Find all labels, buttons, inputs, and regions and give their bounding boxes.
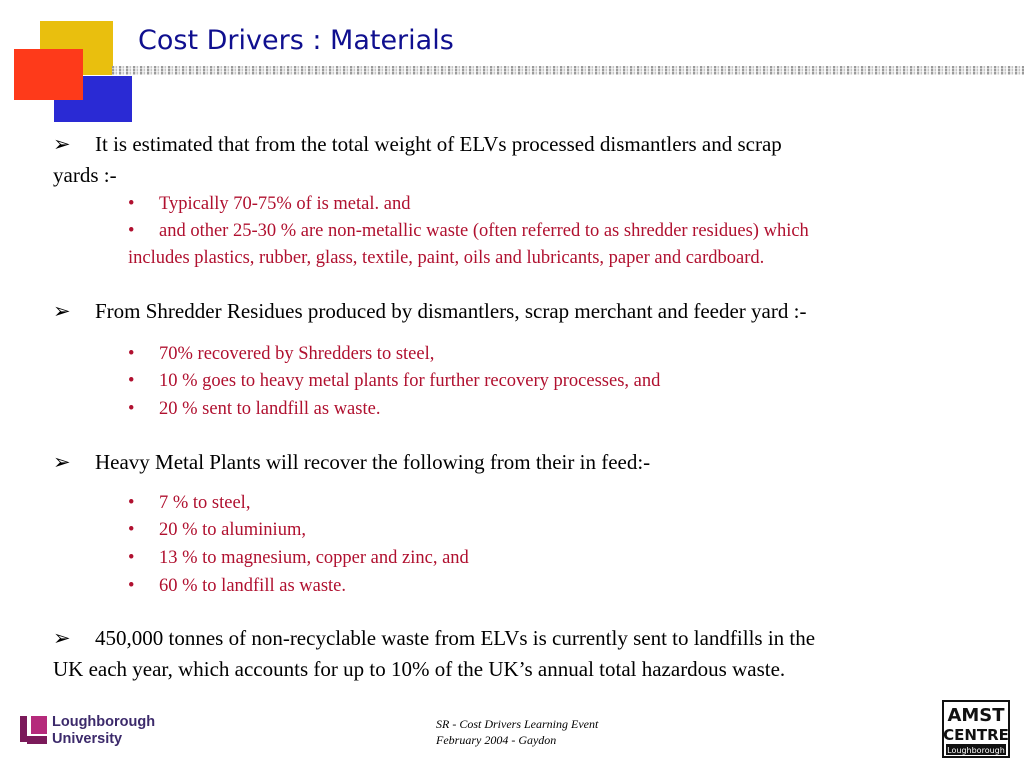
bullet-point-1 xyxy=(53,129,983,191)
arrow-bullet-icon: ➢ xyxy=(53,450,71,474)
sub-bullet: • 20 % sent to landfill as waste. xyxy=(128,399,381,419)
title-rule xyxy=(112,66,1024,75)
point-text: 450,000 tonnes of non-recyclable waste from ELVs is currently sent to landfills in the xyxy=(95,626,816,650)
sub-bullet: • Typically 70-75% of is metal. and xyxy=(128,194,411,214)
svg-text:AMST: AMST xyxy=(947,705,1005,726)
point-text: It is estimated that from the total weight of ELVs processed dismantlers and scrap xyxy=(95,132,782,156)
university-name: Loughborough University xyxy=(52,714,156,747)
point-text: From Shredder Residues produced by dismantlers, scrap merchant and feeder yard :- xyxy=(95,299,807,323)
point-text: Heavy Metal Plants will recover the following from their in feed:- xyxy=(95,450,651,474)
point-text-continued: yards :- xyxy=(53,163,117,187)
footer-caption: SR - Cost Drivers Learning Event February 2004 - Gaydon xyxy=(436,717,599,747)
svg-text:Loughborough: Loughborough xyxy=(947,746,1005,755)
amst-centre-logo xyxy=(942,700,1010,758)
arrow-bullet-icon: ➢ xyxy=(53,626,71,650)
slide-title: Cost Drivers : Materials xyxy=(138,25,454,56)
sub-bullet: • 10 % goes to heavy metal plants for further recovery processes, and xyxy=(128,371,661,391)
sub-bullet: • 13 % to magnesium, copper and zinc, and xyxy=(128,548,469,568)
decor-square-red xyxy=(14,49,83,100)
sub-bullet: • 20 % to aluminium, xyxy=(128,520,306,540)
arrow-bullet-icon: ➢ xyxy=(53,132,71,156)
sub-bullet-continued: includes plastics, rubber, glass, textile, paint, oils and lubricants, paper and cardboard. xyxy=(128,248,765,268)
bullet-point-2 xyxy=(53,296,983,327)
arrow-bullet-icon: ➢ xyxy=(53,299,71,323)
sub-bullet: • and other 25-30 % are non-metallic waste (often referred to as shredder residues) which xyxy=(128,221,809,241)
bullet-point-4 xyxy=(53,623,983,685)
bullet-point-3 xyxy=(53,447,983,478)
svg-text:CENTRE: CENTRE xyxy=(943,726,1009,744)
sub-bullet: • 7 % to steel, xyxy=(128,493,251,513)
point-text-continued: UK each year, which accounts for up to 10% of the UK’s annual total hazardous waste. xyxy=(53,657,786,681)
sub-bullet: • 60 % to landfill as waste. xyxy=(128,576,347,596)
sub-bullet: • 70% recovered by Shredders to steel, xyxy=(128,344,435,364)
